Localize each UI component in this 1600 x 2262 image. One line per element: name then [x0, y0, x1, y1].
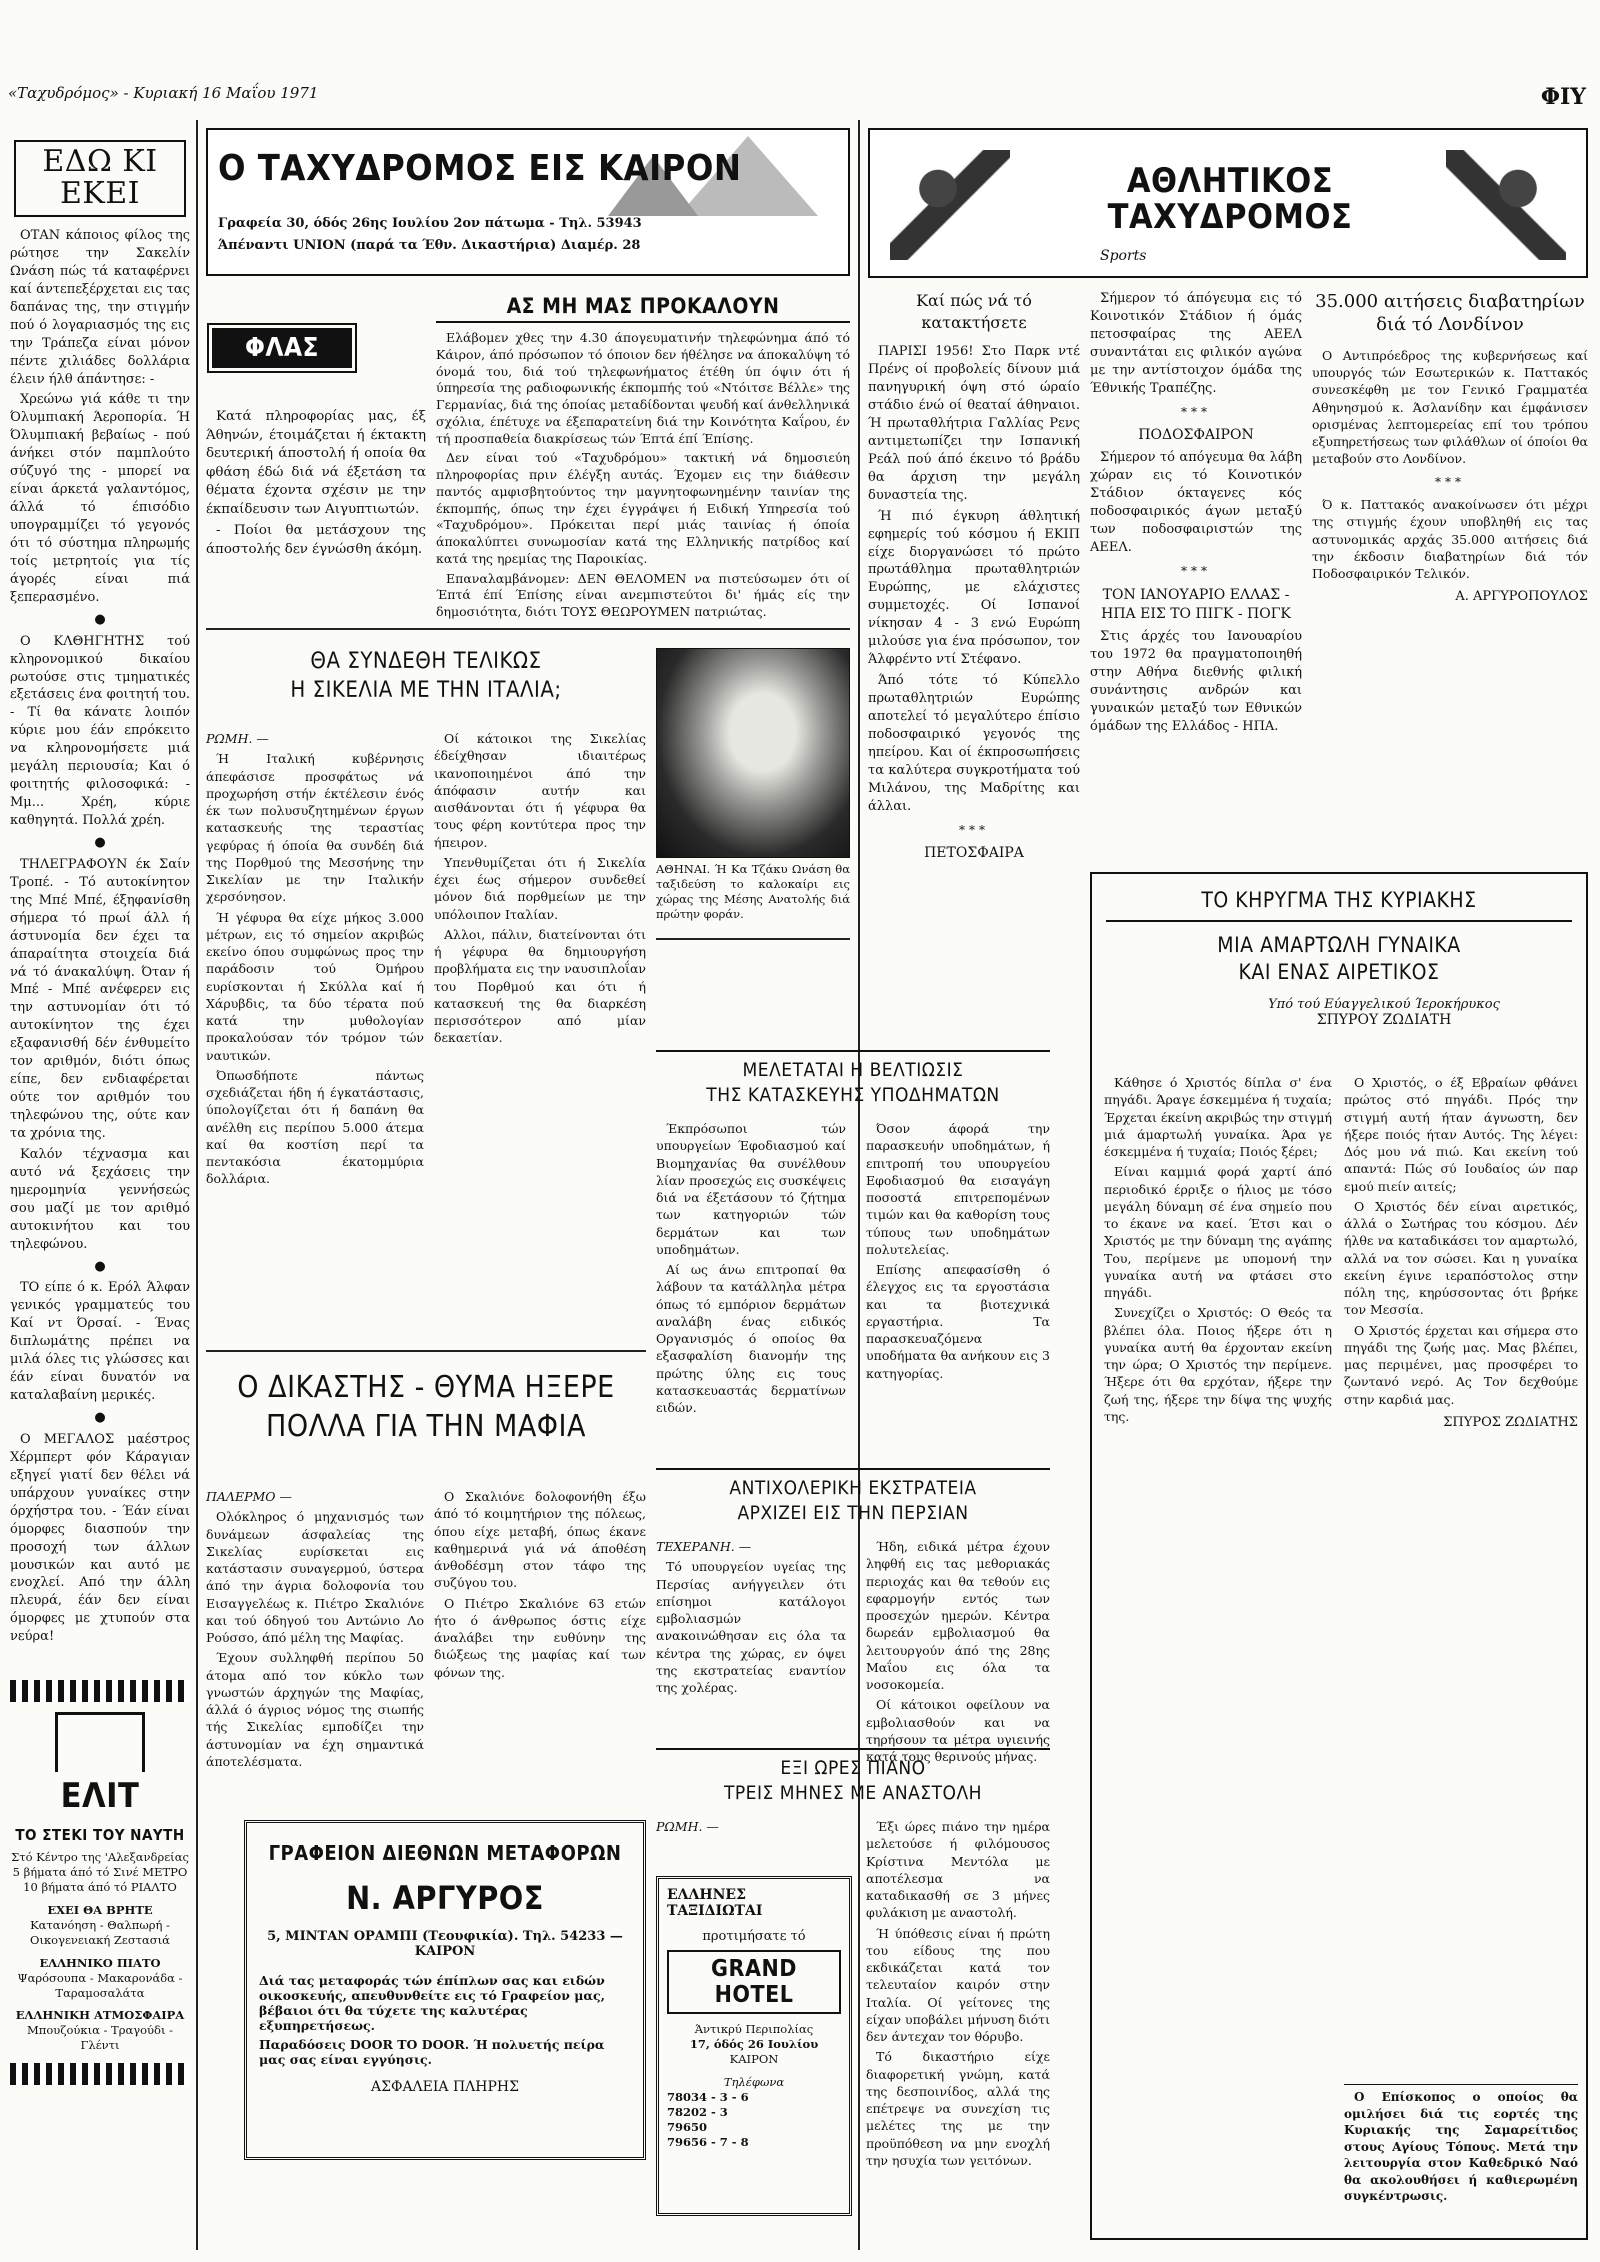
banner	[206, 128, 850, 276]
kirigma-footer	[1344, 2084, 1578, 2230]
ad-text: Παραδόσεις DOOR TO DOOR. Ή πολυετής πείρα μας σας είναι εγγύησις.	[259, 2037, 605, 2067]
headline-line: Ο ΔΙΚΑΣΤΗΣ - ΘΥΜΑ ΗΞΕΡΕ	[237, 1370, 615, 1405]
paragraph: Ο Σκαλιόνε δολοφονήθη έξω άπό τό κοιμητήριον της πόλεως, όπου είχε μεταβή, όπως έκανε καθημερινά γιά νά άποθέση άνθοδέσμη στον τάφο της συζύγου του.	[434, 1489, 646, 1591]
headline-line: ΤΡΕΙΣ ΜΗΝΕΣ ΜΕ ΑΝΑΣΤΟΛΗ	[723, 1781, 983, 1804]
column-rule	[858, 120, 860, 2250]
ad-footer: ΑΣΦΑΛΕΙΑ ΠΛΗΡΗΣ	[370, 2079, 520, 2095]
ad-line: ΕΛΛΗΝΕΣ	[667, 1887, 746, 1903]
article-dikastis-col2	[434, 1488, 646, 1788]
meander-border	[10, 1680, 190, 1702]
headline-line: ΕΞΙ ΩΡΕΣ ΠΙΑΝΟ	[780, 1757, 926, 1779]
flash-label-text: ΦΛΑΣ	[244, 333, 320, 363]
paragraph: Στις άρχές του Ιανουαρίου του 1972 θα πραγματοποιηθή στην Αθήνα διεθνής φιλική συνάντησις ανδρών και γυναικών μεταξύ των Εθνικών όμάδων της Ελλάδος - ΗΠΑ.	[1090, 629, 1302, 734]
athlete-icon	[1446, 150, 1566, 260]
article-as-mi	[436, 330, 850, 620]
hotel-name: GRAND HOTEL	[667, 1950, 841, 2014]
bullet: ●	[94, 611, 106, 627]
section-header: ΤΟ ΚΗΡΥΓΜΑ ΤΗΣ ΚΥΡΙΑΚΗΣ	[1201, 888, 1477, 912]
article-antixoleriki-col2	[866, 1538, 1050, 1764]
headline-line: ΑΝΤΙΧΟΛΕΡΙΚΗ ΕΚΣΤΡΑΤΕΙΑ	[729, 1477, 977, 1499]
transport-ad	[244, 1820, 646, 2160]
paragraph: - Ποίοι θα μετάσχουν της άποστολής δεν έγνώσθη άκόμη.	[206, 523, 426, 557]
meander-border	[10, 2063, 190, 2085]
ad-line: προτιμήσατε τό	[702, 1929, 806, 1944]
divider	[206, 628, 850, 630]
ad-line: Κατανόηση - Θαλπωρή - Οικογενειακή Ζεστασιά	[30, 1917, 170, 1947]
headline	[206, 648, 646, 705]
paragraph: Ή ύπόθεσις είναι ή πρώτη του είδους της που εκδικάζεται κατά τον τελευταίον καιρόν στην Ιταλία. Οί γείτονες της είχαν υποβάλει μήνυση διότι δεν άντεχαν τον θόρυβο.	[866, 1925, 1050, 2044]
ad-line: Άντικρύ Περιπολίας	[694, 2022, 814, 2036]
paragraph: Κάθησε ό Χριστός δίπλα σ' ένα πηγάδι. Άραγε έσκεμμένα ή τυχαία; Έρχεται έκείνη ακριβώς την στιγμή μιά άμαρτωλή γυναίκα. Άρα γε έσκεμμένα ή τυχαία; Ποιός ξέρει;	[1104, 1075, 1332, 1159]
column-rule	[196, 120, 198, 2250]
house-icon	[55, 1712, 145, 1772]
article-dikastis-col1	[206, 1488, 424, 1788]
divider	[1106, 920, 1572, 922]
paragraph: Ό κ. Παττακός ανακοίνωσεν ότι μέχρι της στιγμής έχουν υποβληθή εις τας αστυνομικάς αρχάς 35.000 αιτήσεις διά την έκδοσιν διαβατηρίων διά τόν Ποδοσφαιρικόν Τελικόν.	[1312, 497, 1588, 582]
banner-title: Ο ΤΑΧΥΔΡΟΜΟΣ ΕΙΣ ΚΑΙΡΟΝ	[218, 148, 742, 189]
phone-number: 78202 - 3	[667, 2104, 728, 2119]
divider	[656, 938, 850, 940]
signature: Α. ΑΡΓΥΡΟΠΟΥΛΟΣ	[1455, 589, 1588, 605]
paragraph: Όπωσδήποτε πάντως σχεδιάζεται ήδη ή έγκατάστασις, ύπολογίζεται ότι ή δαπάνη θα ανέλθη εις περίπου 5.000 άτεμα καί θα κοστίση περί τα πεντακόσια έκατομμύρια δολλάρια.	[206, 1067, 424, 1187]
article-meletatai-col2	[866, 1120, 1050, 1460]
ad-line: Στό Κέντρο της 'Αλεξανδρείας	[11, 1850, 189, 1864]
paragraph: Δεν είναι τού «Ταχυδρόμου» τακτική νά δημοσιεύη πληροφορίας πριν έλέγξη αυτάς. Έχομεν εις την διάθεσιν παντός αμφισβητούντος την μαγνητοφωνημένην ταινίαν της έκπομπής, όπως την έχει έγγράψει ή Ειδική Υπηρεσία τού «Ταχυδρόμου». Πρόκειται περί μιάς ταινίας ή όποία άποκαλύπτει συνωμοσίαν κατά της Ελληνικής πατρίδος καί κατά της ηρεμίας της Παροικίας.	[436, 450, 850, 566]
headline-line: ΚΑΙ ΕΝΑΣ ΑΙΡΕΤΙΚΟΣ	[1238, 960, 1440, 985]
subheadline: Καί πώς νά τό κατακτήσετε	[916, 291, 1032, 332]
separator: ***	[959, 822, 989, 837]
ad-title: ΤΟ ΣΤΕΚΙ ΤΟΥ ΝΑΥΤΗ	[15, 1826, 185, 1844]
ad-line: ΚΑΙΡΟΝ	[729, 2051, 779, 2066]
column-title: ΕΔΩ ΚΙ ΕΚΕΙ	[42, 144, 158, 211]
separator: ***	[1181, 564, 1211, 579]
article-sikelia-col1	[206, 730, 424, 1330]
paragraph: Υπενθυμίζεται ότι ή Σικελία έχει έως σήμερον συνδεθεί μόνον διά πορθμείων με την υπόλοιπον Ιταλίαν.	[434, 854, 646, 922]
ad-line: 5 βήματα άπό τό Σινέ ΜΕΤΡΟ	[12, 1864, 188, 1879]
dateline: ΡΩΜΗ. —	[656, 1819, 719, 1834]
article-meletatai-col1	[656, 1120, 846, 1460]
headline-line: ΜΙΑ ΑΜΑΡΤΩΛΗ ΓΥΝΑΙΚΑ	[1217, 933, 1461, 957]
paragraph: Σήμερον τό απόγευμα θα λάβη χώραν εις τό Κοινοτικόν Στάδιον όκταγενες κός ποδοσφαιρικός άγων μεταξύ των ποδοσφαιριστών της ΑΕΕΛ.	[1090, 450, 1302, 556]
headline-line: ΤΗΣ ΚΑΤΑΣΚΕΥΗΣ ΥΠΟΔΗΜΑΤΩΝ	[706, 1083, 1000, 1106]
paragraph: Τό δικαστήριο είχε διαφορετική γνώμη, κατά της δεσποινίδος, αλλά της επέτρεψε να συνεχίση τις μελέτες της με την προϋπόθεση να μην ενοχλή την ησυχία των γειτόνων.	[866, 2049, 1050, 2168]
phone-number: 79650	[667, 2119, 708, 2134]
paragraph: Έξι ώρες πιάνο την ημέρα μελετούσε ή φιλόμουσος Κρίστινα Μεντόλα με αποτέλεσμα να καταδικασθή σε 3 μήνες φυλάκιση με αναστολή.	[866, 1819, 1050, 1921]
paragraph: Ελάβομεν χθες την 4.30 άπογευματινήν τηλεφώνημα άπό τό Κάιρον, άπό πρόσωπον τό όποιον δεν ήθέλησε να άποκαλύψη τό όνομά του, διά τού τηλεφωνήματος έτέθη ύπ όψιν ότι ή ύπηρεσία της ραδιοφωνικής έκπομπής τού «Ντόιτσε Βέλλε» της Γερμανίας, διά της όποίας μεταδίδονται ψευδή καί άνθελληνικά σχόλια, έπέτυχε να έξεπαρατείνη διά την Κοινότητα Καΐρου, έν τή προσπαθεία διακρίσεως τών Έπτά έπί Έπίσης.	[436, 330, 850, 446]
ad-line: 17, όδός 26 Ιουλίου	[689, 2036, 819, 2051]
banner-address: Γραφεία 30, όδός 26ης Ιουλίου 2ον πάτωμα - Τηλ. 53943	[218, 216, 642, 231]
ad-line: 10 βήματα άπό τό ΡΙΑΛΤΟ	[23, 1879, 177, 1894]
ad-line: ΕΛΛΗΝΙΚΟ ΠΙΑΤΟ	[39, 1955, 161, 1970]
article-antixoleriki-col1	[656, 1538, 846, 1738]
headline: ΑΣ ΜΗ ΜΑΣ ΠΡΟΚΑΛΟΥΝ	[436, 294, 850, 323]
paragraph: Επαναλαμβάνομεν: ΔΕΝ ΘΕΛΟΜΕΝ να πιστεύσωμεν ότι οί Έπτά έπί Έπίσης είναι ανεμπιστεύτοι δι' ήμάς είς την δημοσιότητα, διότι ΤΟΥΣ ΘΕΩΡΟΥΜΕΝ πατριώτας.	[436, 570, 850, 619]
left-column	[10, 140, 190, 1645]
paragraph: Σήμερον τό άπόγευμα εις τό Κοινοτικόν Στάδιον ή όμάς πετοσφαίρας της ΑΕΕΛ συναντάται εις φιλικόν αγώνα με την αντίστοιχον όμάδα της Έθνικής Τραπέζης.	[1090, 291, 1302, 396]
ad-line: Τηλέφωνα	[723, 2074, 785, 2089]
bullet: ●	[94, 1258, 106, 1274]
page-mark: ΦΙΥ	[1540, 84, 1586, 110]
dateline: ΤΕΧΕΡΑΝΗ. —	[656, 1539, 752, 1554]
article-piano-col2	[866, 1818, 1050, 2238]
headline-line: ΘΑ ΣΥΝΔΕΘΗ ΤΕΛΙΚΩΣ	[310, 649, 542, 674]
athletikos-title: ΑΘΛΗΤΙΚΟΣ ΤΑΧΥΔΡΟΜΟΣ	[1107, 161, 1353, 237]
headline-line: ΜΕΛΕΤΑΤΑΙ Η ΒΕΛΤΙΩΣΙΣ	[742, 1059, 964, 1081]
byline: Υπό τού Εύαγγελικού Ίεροκήρυκος	[1268, 996, 1500, 1012]
subheadline: ΠΟΔΟΣΦΑΙΡΟΝ	[1138, 427, 1254, 444]
paragraph: Κατά πληροφορίας μας, έξ Άθηνών, έτοιμάζεται ή έκτακτη δευτερική άποστολή ή οποία θα φθάση έδώ διά νά έξετάση τα θέματα έχοντα σχέσιν με την έκπαίδευσιν των Αιγυπτιωτών.	[206, 409, 426, 517]
flash-label	[212, 328, 352, 368]
headline	[656, 1050, 1050, 1107]
ad-title: ΓΡΑΦΕΙΟΝ ΔΙΕΘΝΩΝ ΜΕΤΑΦΟΡΩΝ	[268, 1841, 622, 1865]
ad-line: Μπουζούκια - Τραγούδι - Γλέντι	[26, 2023, 173, 2053]
paragraph: Ο Αντιπρόεδρος της κυβερνήσεως καί υπουργός τών Εσωτερικών κ. Παττακός συνεσκέφθη με τον Γενικό Γραμματέα Αθηνησμού κ. Άσλανίδην και έμφάνισεν ορισμένας λεπτομερείας επί του τρόπου εξυπηρετήσεως των φιλάθλων οί όποίοι θα μεταβούν στο Λονδίνον.	[1312, 347, 1588, 467]
kirigma-col2	[1344, 1074, 1578, 2074]
bullet: ●	[94, 834, 106, 850]
subheadline: 35.000 αιτήσεις διαβατηρίων διά τό Λονδίνον	[1315, 291, 1585, 336]
paragraph: Ο Χριστός, ο έξ Εβραίων φθάνει πρώτος στό πηγάδι. Πρός την στιγμή αυτή ήταν άγνωστη, δεν ήξερε ποιός ήταν Αυτός. Της λέγει: Δός μου νά πιώ. Και εκείνη τού απαντά: Πώς σύ Ιουδαίος ών παρ εμού πιείν αιτείς;	[1344, 1075, 1578, 1194]
paragraph: Ο Χριστός έρχεται και σήμερα στο πηγάδι της ζωής μας. Μας βλέπει, μας περιμένει, μας προσφέρει το ζωντανό νερό. Ας Τον δεχθούμε στην καρδιά μας.	[1344, 1322, 1578, 1407]
bullet: ●	[94, 1410, 106, 1425]
portrait-photo	[656, 648, 850, 858]
paragraph: Έχουν συλληφθή περίπου 50 άτομα από τον κύκλο των γνωστών άρχηγών της Μαφίας, άλλά ό άγριος νόμος της σιωπής τής Σικελίας εμποδίζει την άστυνομίαν να έχη σημαντικά άποτελέσματα.	[206, 1650, 424, 1769]
elit-ad	[10, 1680, 190, 2240]
paragraph: ΟΤΑΝ κάποιος φίλος της ρώτησε την Σακελίν Ωνάση πώς τά καταφέρνει καί άντεπεξέρχεται εις τας δαπάνας της, την στιγμήν πού ό λογαριασμός της εις την Τράπεζα είναι μόνον πέντε χιλιάδες δολλάρια έλειν ήλθ άπάντησε: -	[10, 228, 190, 387]
paragraph: Χρεώνω γιά κάθε τι την Όλυμπιακή Άεροπορία. Ή Όλυμπιακή βεβαίως - πού άνήκει στόν παμπλούτο σύζυγό της - μπορεί να είναι άρκετά γαλαντόμος, άλλά τό έπισόδιο υπογραμμίζει τό γεγονός ότι τό σύστημα πληρωμής τοίς μετρητοίς για τίς άγορές είναι πιά ξεπερασμένο.	[10, 392, 190, 605]
ad-text: Διά τας μεταφοράς τών έπίπλων σας και ειδών οικοσκευής, απευθυνθείτε εις τό Γραφείον μας, βέβαιοι ότι θα τύχετε της καλυτέρας εξυπηρετήσεως.	[259, 1973, 605, 2033]
athletikos-col2	[1090, 290, 1302, 860]
signature: ΣΠΥΡΟΣ ΖΩΔΙΑΤΗΣ	[1443, 1414, 1578, 1430]
ad-line: ΤΑΞΙΔΙΩΤΑΙ	[667, 1903, 763, 1919]
headline-line: Η ΣΙΚΕΛΙΑ ΜΕ ΤΗΝ ΙΤΑΛΙΑ;	[290, 677, 562, 703]
edo-kiekei-title-box	[14, 140, 186, 217]
separator: ***	[1181, 404, 1211, 419]
byline: ΣΠΥΡΟΥ ΖΩΔΙΑΤΗ	[1316, 1011, 1452, 1028]
paragraph: Αλλοι, πάλιν, διατείνονται ότι ή γέφυρα θα δημιουργήση προβλήματα εις την ναυσιπλοΐαν του Πορθμού και ότι ή κατασκευή της θα διαρκέση περισσότερον από μίαν δεκαετίαν.	[434, 926, 646, 1046]
ad-line: ΕΛΛΗΝΙΚΗ ΑΤΜΟΣΦΑΙΡΑ	[15, 2008, 185, 2023]
hotel-ad	[656, 1876, 852, 2216]
headline-line: ΑΡΧΙΖΕΙ ΕΙΣ ΤΗΝ ΠΕΡΣΙΑΝ	[737, 1501, 969, 1524]
kirigma-box	[1090, 872, 1588, 2240]
paragraph: Επίσης απεφασίσθη ό έλεγχος εις τα εργοστάσια και τα βιοτεχνικά εργαστήρια. Τα παρασκευαζόμενα υποδήματα θα ανήκουν εις 3 κατηγορίας.	[866, 1262, 1050, 1381]
headline	[656, 1748, 1050, 1805]
ad-logo: ΕΛΙΤ	[60, 1776, 140, 1816]
paragraph: Άπό τότε τό Κύπελλο πρωταθλητριών Ευρώπης αποτελεί τό μεγαλύτερο έπίσιο ποδοσφαιρικό γεγονός της ηπείρου. Και οί έκπροσωπήσεις τα καλύτερα συγκροτήματα τού Μιλάνου, της Μαδρίτης και άλλαι.	[868, 673, 1080, 814]
divider	[206, 1350, 646, 1352]
paragraph: Ο Πιέτρο Σκαλιόνε 63 ετών ήτο ό άνθρωπος όστις είχε άναλάβει την ευθύνην της διώξεως της μαφίας καί των φόνων της.	[434, 1595, 646, 1680]
dateline: ΡΩΜΗ. —	[206, 731, 269, 746]
ad-name: Ν. ΑΡΓΥΡΟΣ	[346, 1879, 544, 1917]
dateline: ΠΑΛΕΡΜΟ —	[206, 1489, 293, 1504]
paragraph: Είναι καμμιά φορά χαρτί άπό περιοδικό έρριξε ο ήλιος με τόσο μεγάλη δύναμη σέ ένα σημείο που το έκανε να καεί. Έτσι και ο Χριστός με την δύναμη της αγάπης Του, περίμενε με υπομονή την γυναίκα αυτή να φτάσει στο πηγάδι.	[1104, 1164, 1332, 1300]
paragraph: Ή Ιταλική κυβέρνησις άπεφάσισε προσφάτως νά προχωρήση στήν έκτέλεσιν ένός έκ των πολυσυζητημένων έργων κατασκευής της τεραστίας γεφύρας ή όποία θα συνδέη διά της Πορθμού της Μεσσήνης την Σικελίαν με την Ιταλικήν χερσόνησον.	[206, 751, 424, 905]
athletikos-col1	[868, 290, 1080, 1030]
athlete-icon	[890, 150, 1010, 260]
ad-address: 5, ΜΙΝΤΑΝ ΟΡΑΜΠΙ (Τεουφικία). Τηλ. 54233 — ΚΑΙΡΟΝ	[267, 1929, 623, 1959]
paragraph: Ο Επίσκοπος ο οποίος θα ομιλήσει διά τις εορτές της Κυριακής της Σαμαρείτιδος στους Αγίους Τόπους. Μετά την λειτουργία στον Καθεδρικό Ναό θα ακολουθήσει ή καθιερωμένη συγκέντρωσις.	[1344, 2090, 1578, 2204]
athletikos-col3	[1312, 290, 1588, 860]
headline	[656, 1468, 1050, 1525]
article-piano-col1	[656, 1818, 846, 1872]
headline	[206, 1368, 646, 1446]
photo-caption	[656, 862, 850, 926]
separator: ***	[1435, 474, 1465, 489]
athletikos-subtitle: Sports	[1100, 248, 1147, 264]
subheadline: ΠΕΤΟΣΦΑΙΡΑ	[924, 845, 1024, 862]
article-sikelia-col2	[434, 730, 646, 1330]
paragraph: Τό υπουργείον υγείας της Περσίας ανήγγειλεν ότι επίσημοι κατάλογοι εμβολιασμών ανακοινώθησαν εις όλα τα κέντρα της χώρας, εν όψει της εκστρατείας εναντίον της χολέρας.	[656, 1559, 846, 1695]
paragraph: Οί κάτοικοι της Σικελίας έδείχθησαν ιδιαιτέρως ικανοποιημένοι άπό την άπόφασιν αυτήν και αισθάνονται ότι ή γέφυρα θα τους φέρη κοντύτερα προς την ήπειρον.	[434, 731, 646, 850]
banner-address: Άπέναντι UNION (παρά τα Έθν. Δικαστήρια) Διαμέρ. 28	[218, 238, 641, 253]
ad-line: ΕΧΕΙ ΘΑ ΒΡΗΤΕ	[47, 1902, 153, 1917]
phone-number: 79656 - 7 - 8	[667, 2134, 749, 2149]
paragraph: Οί κάτοικοι οφείλουν να εμβολιασθούν και να τηρήσουν τα μέτρα υγιεινής κατά τους θερινούς μήνας.	[866, 1697, 1050, 1764]
kirigma-col1	[1104, 1074, 1332, 2174]
paragraph: Ο Χριστός δέν είναι αιρετικός, άλλά ο Σωτήρας του κόσμου. Δέν ήλθε να καταδικάσει τον αμαρτωλό, αλλά να τον σώσει. Και η γυναίκα εκείνη έγινε ιεραπόστολος στην πόλη της, κηρύσσοντας ότι βρήκε τον Μεσσία.	[1344, 1198, 1578, 1318]
phone-number: 78034 - 3 - 6	[667, 2089, 749, 2104]
paragraph: Ήδη, ειδικά μέτρα έχουν ληφθή εις τας μεθοριακάς περιοχάς και θα τεθούν εις εφαρμογήν εντός των προσεχών ημερών. Κέντρα δωρεάν εμβολιασμού θα λειτουργούν άπό της 28ης Μαΐου εις όλα τα νοσοκομεία.	[866, 1539, 1050, 1692]
headline-line: ΠΟΛΛΑ ΓΙΑ ΤΗΝ ΜΑΦΙΑ	[266, 1409, 586, 1444]
paragraph: Ή πιό έγκυρη άθλητική εφημερίς τού κόσμου ή ΕΚΙΠ είχε διοργανώσει τό πρώτο πρωτάθλημα πρωταθλητριών Ευρώπης, με ελάχιστες συμμετοχές. Οί Ισπανοί νίκησαν 4 - 3 ενώ Ευρώπη μιλούσε για ένα πρόσωπον, τον Άλφρέντο ντί Στέφανο.	[868, 508, 1080, 668]
paragraph: Ή γέφυρα θα είχε μήκος 3.000 μέτρων, εις τό σημείον ακριβώς εκείνο όπου συμφώνως προς την παράδοσιν τού Όμήρου ευρίσκονται ή Σκύλλα καί ή Χάρυβδις, τα δύο τέρατα πού κατά την μυθολογίαν προκαλούσαν τόν τρόμον τών ναυτικών.	[206, 909, 424, 1063]
paragraph: ΤΗΛΕΓΡΑΦΟΥΝ έκ Σαίν Τροπέ. - Τό αυτοκίνητον της Μπέ Μπέ, έξηφανίσθη σήμερα τό πρωί άλλ ή άστυνομία δεν έχει τα άπαραίτητα στοιχεία διά νά τό άνακαλύψη. Όταν ή Μπέ - Μπέ ανέφερεν εις την αστυνομίαν ότι τό αυτοκίνητον της έχει εξαφανισθή δέν ένθυμείτο τον αριθμόν, διότι όπως είπε, δεν ενδιαφέρεται ούτε τον αριθμόν του τηλεφώνου της, ούτε καν τα χρόνια της.	[10, 856, 190, 1141]
athletikos-banner	[868, 128, 1588, 278]
paragraph: Καλόν τέχνασμα και αυτό νά ξεχάσεις την ημερομηνία γεννήσεώς σου μαζί με τον αριθμό αυτοκινήτου και του τηλεφώνου.	[10, 1146, 190, 1252]
caption-text: ΑΘΗΝΑΙ. Ή Κα Τζάκυ Ωνάση θα ταξιδεύση το καλοκαίρι εις χώρας της Μέσης Ανατολής διά πρώτην φοράν.	[656, 862, 850, 921]
subheadline: ΤΟΝ ΙΑΝΟΥΑΡΙΟ ΕΛΛΑΣ - ΗΠΑ ΕΙΣ ΤΟ ΠΙΓΚ - ΠΟΓΚ	[1101, 586, 1291, 622]
masthead: «Ταχυδρόμος» - Κυριακή 16 Μαΐου 1971	[8, 84, 319, 102]
paragraph: Ο ΚΛΘΗΓΗΤΗΣ τού κληρονομικού δικαίου ρωτούσε στις τμηματικές εξετάσεις ένα φοιτητή του. - Τί θα κάνατε λοιπόν κύριε μου έάν επρόκειτο να κληρονομήσετε μιά μεγάλη περιουσία; Και ό φοιτητής φιλοσοφικά: - Μμ... Χρέη, κύριε καθηγητά. Πολλά χρέη.	[10, 633, 190, 828]
paragraph: ΤΟ είπε ό κ. Ερόλ Άλφαν γενικός γραμματεύς του Καί ντ Όρσαί. - Ένας διπλωμάτης πρέπει να μιλά όλες τις γλώσσες και έάν είναι δυνατόν να καταλαβαίνη μερικές.	[10, 1280, 190, 1404]
paragraph: Ολόκληρος ό μηχανισμός των δυνάμεων άσφαλείας της Σικελίας ευρίσκεται εις κατάστασιν συναγερμού, ύστερα άπό την άγρια δολοφονία του Εισαγγελέως κ. Πιέτρο Σκαλιόνε και τού όδηγού του Αντώνιο Λο Ρούσσο, άπό μέλη της Μαφίας.	[206, 1509, 424, 1645]
paragraph: Ο ΜΕΓΑΛΟΣ μαέστρος Χέρμπερτ φόν Κάραγιαν εξηγεί γιατί δεν θέλει νά υπάρχουν γυναίκες στην όρχήστρα του. - Έάν είναι όμορφες διασπούν την προσοχή των άλλων μουσικών και αυτό με ενοχλεί. Από την άλλη πλευρά, έάν δεν είναι όμορφες με χτυπούν στα νεύρα!	[10, 1431, 190, 1645]
paragraph: Αί ως άνω επιτροπαί θα λάβουν τα κατάλληλα μέτρα όπως τό εμπόριον δερμάτων αναλάβη ένας ειδικός Οργανισμός ό οποίος θα εξασφαλίση διανομήν της πρώτης ύλης εις τους κατασκευαστάς δερματίνων ειδών.	[656, 1262, 846, 1415]
ad-line: Ψαρόσουπα - Μακαρονάδα - Ταραμοσαλάτα	[17, 1970, 183, 2000]
paragraph: Όσον άφορά την παρασκευήν υποδημάτων, ή επιτροπή του υπουργείου Εφοδιασμού θα εισαγάγη ποσοστά επιτρεπομένων τιμών και θα καθορίση τους τύπους των υποδημάτων πολυτελείας.	[866, 1121, 1050, 1257]
paragraph: Έκπρόσωποι τών υπουργείων Έφοδιασμού καί Βιομηχανίας θα συνέλθουν λίαν προσεχώς εις συσκέψεις διά να έξετάσουν τό ζήτημα των κατηγοριών τών δερμάτων και των υποδημάτων.	[656, 1121, 846, 1257]
flash-box	[206, 320, 426, 610]
paragraph: ΠΑΡΙΣΙ 1956! Στο Παρκ ντέ Πρένς οί προβολείς δίνουν μιά πανηγυρική όψη στό ώραίο στάδιο ένώ οί θεαταί άθηναιοι. Ή πρωταθλήτρια Γαλλίας Ρενς αντιμετωπίζει την Ισπανική Ρεάλ πού άπό έκεινο τό βράδυ θα άρχιση την μεγάλη δυναστεία της.	[868, 344, 1080, 503]
paragraph: Συνεχίζει ο Χριστός: Ο Θεός τα βλέπει όλα. Ποιος ήξερε ότι η γυναίκα αυτή θα έρχονταν εκείνη την ώρα; Ο Χριστός την περίμενε. Ήξερε ότι θα ερχόταν, ήξερε την ζωή της, ήξερε την δίψα της ψυχής της.	[1104, 1305, 1332, 1424]
